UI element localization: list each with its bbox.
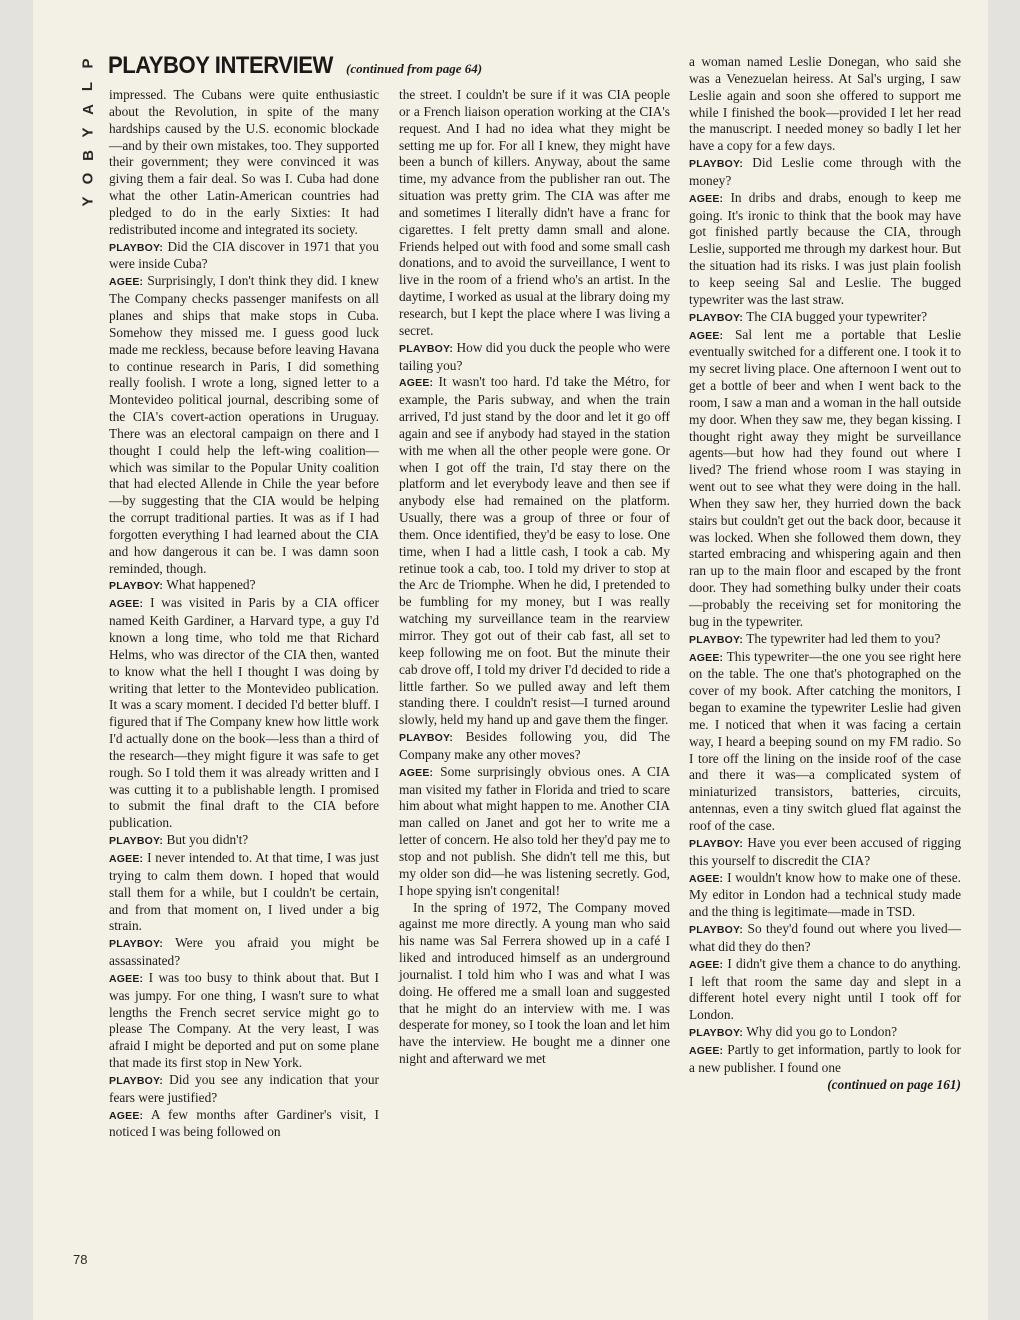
page-number: 78: [73, 1252, 88, 1267]
paragraph: [689, 155, 961, 190]
paragraph: [109, 577, 379, 595]
paragraph-text: the street. I couldn't be sure if it was CIA people or a French liaison operation working at the CIA's request. And I had no idea what they might be setting me up for. For all I knew, they might have been a bunch of killers. Anyway, about the same time, my advance from the publisher ran out. The situation was pretty grim. The CIA was after me and sometimes I literally didn't have a franc for cigarettes. I felt pretty damn small and alone. Friends helped out with food and some small cash donations, and to avoid the surveillance, I went to live in the room of a friend who's an artist. In the daytime, I worked as usual at the library doing my research, but I kept the place where I was living a secret.: [399, 87, 670, 338]
paragraph-text: Some surprisingly obvious ones. A CIA man visited my father in Florida and tried to scare him about what might happen to me. Another CIA man called on Janet and got her to write me a letter of concern. He also told her they'd pay me to stop and not publish. She didn't tell me this, but my older son did—he was listening secretly. God, I hope spying isn't congenital!: [399, 763, 670, 898]
text-column-3: [689, 54, 961, 1093]
paragraph: [399, 900, 670, 1068]
paragraph-text: The typewriter had led them to you?: [746, 630, 941, 646]
paragraph: [689, 309, 961, 327]
sidebar-letter: L: [79, 81, 97, 92]
continued-on-note: (continued on page 161): [827, 1076, 961, 1092]
paragraph: [689, 190, 961, 309]
speaker-label: PLAYBOY:: [399, 342, 454, 355]
paragraph-text: The CIA bugged your typewriter?: [746, 308, 928, 324]
sidebar-letter: Y: [79, 196, 97, 207]
paragraph-text: What happened?: [166, 577, 256, 593]
paragraph: [399, 340, 670, 375]
paragraph: [689, 631, 961, 649]
text-column-1: [109, 87, 379, 1141]
paragraph-text: How did you duck the people who were tailing you?: [399, 339, 671, 373]
paragraph: [689, 1024, 961, 1042]
paragraph: [689, 870, 961, 922]
paragraph: [109, 832, 379, 850]
paragraph-text: But you didn't?: [166, 832, 249, 848]
paragraph: [399, 764, 670, 900]
paragraph: [109, 239, 379, 274]
speaker-label: PLAYBOY:: [689, 311, 744, 324]
speaker-label: AGEE:: [109, 598, 144, 611]
paragraph: [109, 1072, 379, 1107]
paragraph: [109, 87, 379, 239]
sidebar-letter: O: [79, 172, 97, 185]
paragraph-text: Did Leslie come through with the money?: [689, 155, 961, 188]
continued-from-note: (continued from page 64): [346, 61, 483, 76]
paragraph-text: I wouldn't know how to make one of these. My editor in London had a technical study made and the thing is legitimate—made in TSD.: [689, 869, 961, 920]
article-header: [108, 52, 483, 80]
sidebar-letter: P: [79, 58, 97, 69]
paragraph: [109, 595, 379, 832]
paragraph: [109, 850, 379, 935]
paragraph-text: In the spring of 1972, The Company moved against me more directly. A young man who said his name was Sal Ferrera showed up in a café I liked and introduced himself as an underground journalist. I told him who I was and what I was doing. He offered me a small loan and suggested that he might do an interview with me. I was desperate for money, so I took the loan and let him have the interview. He bought me a dinner one night and afterward we met: [399, 899, 670, 1067]
speaker-label: AGEE:: [689, 1044, 724, 1057]
speaker-label: PLAYBOY:: [109, 938, 164, 951]
paragraph-text: Sal lent me a portable that Leslie eventually switched for a different one. I took it to my secret living place. One afternoon I went out to get a bottle of beer and when I went back to the room, I saw a man and a woman in the hall outside my door. When they saw me, they began kissing. I thought right away they might be surveillance agents—but how had they found out where I lived? The friend whose room I was staying in went out to see what they were doing in the hall. When they saw her, they hurried down the back stairs but couldn't get out the back door, because it was locked. When she followed them down, they started embracing and whispering again and then ran up to the main floor and escaped by the front door. They had something bulky under their coats—probably the receiving set for monitoring the bug in the typewriter.: [689, 326, 961, 629]
paragraph: [689, 327, 961, 631]
speaker-label: PLAYBOY:: [109, 835, 164, 848]
speaker-label: AGEE:: [689, 872, 724, 885]
speaker-label: PLAYBOY:: [689, 633, 744, 646]
speaker-label: AGEE:: [689, 329, 724, 342]
speaker-label: AGEE:: [109, 972, 144, 985]
speaker-label: PLAYBOY:: [109, 580, 164, 593]
sidebar-magazine-label: [77, 52, 99, 213]
paragraph: [689, 649, 961, 835]
paragraph-text: Why did you go to London?: [746, 1024, 898, 1040]
paragraph: [689, 54, 961, 155]
paragraph: [109, 970, 379, 1072]
paragraph-text: This typewriter—the one you see right here on the table. The one that's photographed on the cover of my book. After catching the monitors, I began to examine the typewriter Leslie had given me. I noticed that when it was facing a certain way, I heard a beeping sound on my FM radio. So I tore off the lining on the inside roof of the case and there it was—a complicated system of miniaturized transistors, batteries, circuits, antennas, even a tiny switch glued flat against the roof of the case.: [689, 648, 961, 833]
paragraph-text: a woman named Leslie Donegan, who said she was a Venezuelan heiress. At Sal's urging, I saw Leslie again and soon she offered to support me while I finished the book—provided I let her read the manuscript. I needed money so badly I let her have a copy for a few days.: [689, 54, 961, 154]
speaker-label: AGEE:: [689, 958, 724, 971]
speaker-label: AGEE:: [109, 1109, 144, 1122]
paragraph-text: Did the CIA discover in 1971 that you were inside Cuba?: [109, 238, 379, 272]
speaker-label: AGEE:: [689, 192, 724, 205]
article-title: PLAYBOY INTERVIEW: [108, 52, 333, 79]
paragraph-text: I was too busy to think about that. But I was jumpy. For one thing, I wasn't sure to what lengths the French secret service might go to please The Company. At the very least, I was afraid I might be deported and put on some plane that made its first stop in New York.: [109, 969, 379, 1071]
paragraph-text: So they'd found out where you lived—what did they do then?: [689, 921, 961, 954]
paragraph: [109, 273, 379, 577]
speaker-label: AGEE:: [399, 766, 434, 779]
paragraph: [689, 921, 961, 956]
paragraph-text: In dribs and drabs, enough to keep me going. It's ironic to think that the book may have got finished partly because the CIA, through Leslie, supported me through my darkest hour. But the situation had its risks. I was just plain foolish to keep seeing Sal and Leslie. The bugged typewriter was the last straw.: [689, 189, 962, 307]
speaker-label: AGEE:: [109, 276, 144, 289]
paragraph: [689, 1042, 961, 1077]
paragraph: [109, 935, 379, 970]
paragraph-text: Were you afraid you might be assassinated?: [109, 935, 379, 969]
paragraph-text: Partly to get information, partly to look for a new publisher. I found one: [689, 1041, 961, 1075]
speaker-label: PLAYBOY:: [689, 924, 744, 937]
paragraph-text: Besides following you, did The Company make any other moves?: [399, 729, 670, 762]
speaker-label: PLAYBOY:: [689, 837, 744, 850]
speaker-label: PLAYBOY:: [689, 158, 744, 171]
paragraph: [689, 835, 961, 870]
paragraph: [689, 956, 961, 1024]
speaker-label: AGEE:: [689, 651, 724, 664]
speaker-label: PLAYBOY:: [109, 1074, 164, 1087]
paragraph-text: I never intended to. At that time, I was just trying to calm them down. I hoped that would stall them for a while, but I couldn't be certain, and from that moment on, I lived under a big strain.: [109, 849, 380, 934]
text-column-2: [399, 87, 670, 1068]
paragraph-text: Have you ever been accused of rigging this yourself to discredit the CIA?: [689, 834, 961, 868]
sidebar-letter: B: [79, 150, 97, 161]
speaker-label: PLAYBOY:: [399, 732, 454, 745]
sidebar-letter: Y: [79, 127, 97, 138]
paragraph: [399, 87, 670, 340]
paragraph-text: I didn't give them a chance to do anything. I left that room the same day and slept in a different hotel every night until I took off for London.: [689, 955, 961, 1023]
paragraph: [399, 374, 670, 729]
paragraph-text: A few months after Gardiner's visit, I noticed I was being followed on: [109, 1106, 379, 1140]
speaker-label: PLAYBOY:: [109, 241, 164, 254]
paragraph-text: Did you see any indication that your fears were justified?: [109, 1071, 379, 1105]
paragraph: [399, 729, 670, 764]
speaker-label: AGEE:: [399, 377, 434, 390]
sidebar-letter: A: [79, 104, 97, 115]
speaker-label: PLAYBOY:: [689, 1027, 744, 1040]
paragraph-text: It wasn't too hard. I'd take the Métro, for example, the Paris subway, and when the train arrived, I'd just stand by the door and let it go off again and see if anybody had stayed in the station with me when all the other people were gone. Or when I got off the train, I'd stay there on the platform and let everybody leave and then see if anybody else had remained on the platform. Usually, there was a group of three or four of them. Once identified, they'd be easy to lose. One time, when I had a little cash, I took a cab. My retinue took a cab, too. I told my driver to stop at the Arc de Triomphe. When he did, I pretended to be fumbling for my money, but I was really watching my surveillance team in the rearview mirror. They got out of their cab fast, all set to keep following me on foot. But the minute their cab drove off, I told my driver I'd decided to ride a little farther. So we pulled away and left them standing there. I couldn't resist—I turned around slowly, held my hand up and gave them the finger.: [399, 374, 670, 728]
paragraph-text: Surprisingly, I don't think they did. I knew The Company checks passenger manifests on all planes and ships that make stops in Cuba. Somehow they missed me. I guess good luck made me reckless, because before leaving Havana to continue research in Paris, I did something really foolish. I wrote a long, signed letter to a Montevideo political journal, describing some of the CIA's covert-action operations in Uruguay. There was an electoral campaign on there and I thought I could help the left-wing coalition—which was similar to the Popular Unity coalition that had elected Allende in Chile the year before—by suggesting that the CIA would be helping the corrupt traditional parties. It was as if I had forgotten everything I had learned about the CIA and how dangerous it can be. I was damn soon reminded, though.: [109, 273, 379, 576]
paragraph-text: impressed. The Cubans were quite enthusiastic about the Revolution, in spite of the many hardships caused by the U.S. economic blockade—and by their own mistakes, too. They supported their government; they were convinced it was giving them a fair deal. So was I. Cuba had done what the other Latin-American countries had pledged to do in the early Sixties: It had redistributed income and integrated its society.: [109, 87, 379, 237]
speaker-label: AGEE:: [109, 852, 144, 865]
paragraph: [109, 1107, 379, 1142]
paragraph-text: I was visited in Paris by a CIA officer named Keith Gardiner, a Harvard type, a guy I'd known a long time, who told me that Richard Helms, who was director of the CIA then, wanted to know what the hell I thought I was doing by writing that letter to the Montevideo publication. It was a scary moment. I decided I'd better bluff. I figured that if The Company knew how little work I'd actually done on the book—less than a third of the research—they might figure it was safe to get rough. So I told them it was already written and I was cutting it to a publishable length. I promised to submit the final draft to the CIA before publication.: [109, 595, 380, 831]
